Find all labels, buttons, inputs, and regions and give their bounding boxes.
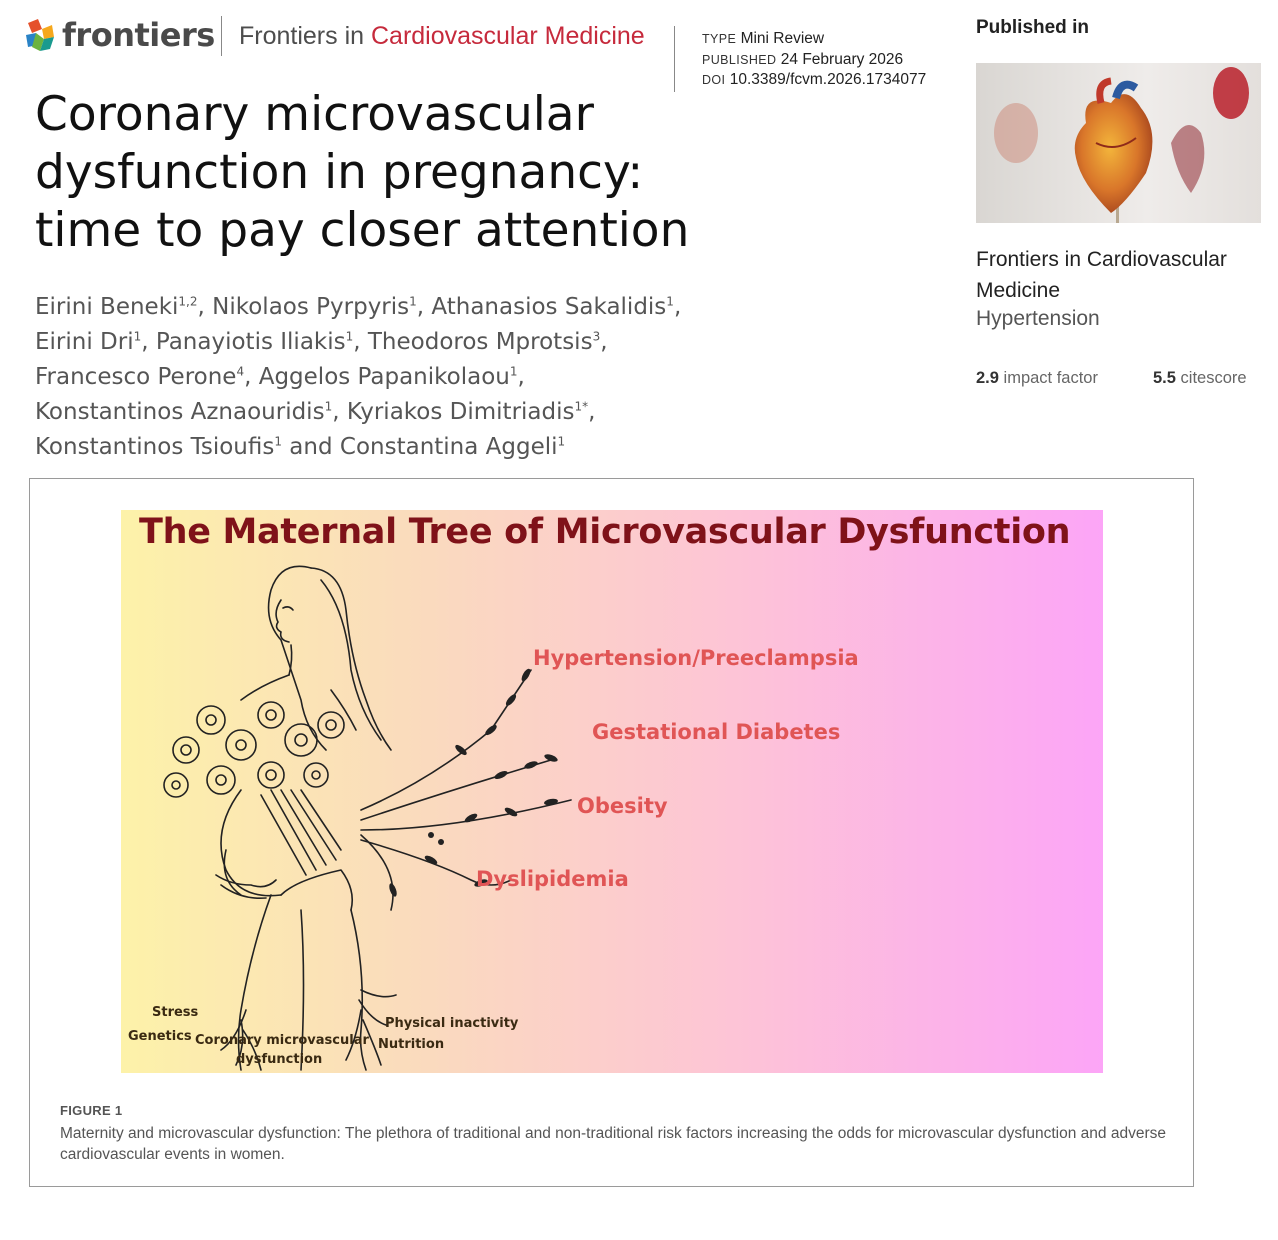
meta-type-label: TYPE	[702, 32, 737, 46]
author-affiliation: 1	[133, 329, 142, 344]
meta-doi	[702, 70, 926, 91]
risk-factor-branch: Obesity	[577, 794, 668, 818]
figure-graphic[interactable]	[121, 510, 1103, 1073]
frontiers-logo[interactable]	[24, 16, 215, 54]
author-name[interactable]: Athanasios Sakalidis	[431, 294, 667, 320]
author-separator: ,	[332, 399, 347, 425]
author-affiliation: 1	[557, 434, 566, 449]
author-line	[35, 430, 663, 465]
root-factor: Stress	[152, 1005, 199, 1020]
author-affiliation: 1*	[574, 399, 589, 414]
brand-divider	[221, 16, 222, 56]
author-separator: ,	[600, 329, 608, 355]
author-affiliation: 1,2	[178, 294, 198, 309]
author-name[interactable]: Francesco Perone	[35, 364, 237, 390]
published-in-label: Published in	[976, 17, 1089, 38]
impact-factor	[976, 369, 1098, 388]
author-affiliation: 1	[345, 329, 354, 344]
meta-doi-label: DOI	[702, 73, 726, 87]
citescore	[1153, 369, 1247, 388]
author-separator: ,	[353, 329, 368, 355]
author-name[interactable]: Eirini Beneki	[35, 294, 179, 320]
author-separator: ,	[588, 399, 596, 425]
author-name[interactable]: Constantina Aggeli	[339, 434, 558, 460]
author-name[interactable]: Aggelos Papanikolaou	[258, 364, 510, 390]
author-name[interactable]: Konstantinos Aznaouridis	[35, 399, 325, 425]
author-name[interactable]: Nikolaos Pyrpyris	[212, 294, 410, 320]
root-factor: Physical inactivity	[385, 1016, 519, 1031]
author-affiliation: 1	[509, 364, 518, 379]
journal-cover-image[interactable]	[976, 63, 1261, 223]
meta-published-label: PUBLISHED	[702, 52, 777, 67]
meta-divider	[674, 26, 675, 92]
sidebar-section[interactable]: Hypertension	[976, 307, 1100, 330]
risk-factor-branch: Gestational Diabetes	[592, 720, 841, 744]
root-factor: Nutrition	[378, 1037, 445, 1052]
journal-name[interactable]	[239, 22, 645, 51]
author-name[interactable]: Konstantinos Tsioufis	[35, 434, 275, 460]
root-center-line1: Coronary microvascular	[195, 1033, 369, 1048]
author-affiliation: 1	[409, 294, 417, 309]
journal-accent: Cardiovascular Medicine	[370, 22, 645, 50]
impact-factor-value: 2.9	[976, 369, 999, 387]
author-affiliation: 1	[324, 399, 333, 414]
logo-wordmark: frontiers	[62, 16, 215, 54]
article-meta	[702, 29, 926, 91]
impact-factor-label: impact factor	[1003, 369, 1098, 387]
author-separator: ,	[244, 364, 259, 390]
author-line	[35, 360, 663, 395]
author-affiliation: 4	[236, 364, 245, 379]
root-factor: Genetics	[128, 1029, 192, 1044]
author-separator: ,	[517, 364, 525, 390]
risk-factor-branch: Hypertension/Preeclampsia	[533, 646, 859, 670]
meta-published-value: 24 February 2026	[780, 50, 904, 68]
citescore-value: 5.5	[1153, 369, 1176, 387]
author-name[interactable]: Eirini Dri	[35, 329, 134, 355]
author-separator: and	[281, 434, 340, 460]
journal-prefix: Frontiers in	[239, 22, 371, 50]
title-line: dysfunction in pregnancy:	[35, 145, 644, 200]
figure-caption: Maternity and microvascular dysfunction: The plethora of traditional and non-traditional risk factors increasing the odds for microvascular dysfunction and adverse cardiovascular events in women.	[60, 1125, 1166, 1163]
author-line	[35, 290, 682, 325]
author-separator: ,	[673, 294, 682, 320]
article-title	[35, 86, 690, 260]
meta-type-value: Mini Review	[740, 30, 825, 47]
author-name[interactable]: Theodoros Mprotsis	[367, 329, 593, 355]
risk-factor-branch: Dyslipidemia	[476, 867, 629, 891]
meta-published	[702, 50, 926, 71]
figure-graphic-title: The Maternal Tree of Microvascular Dysfunction	[139, 512, 1071, 552]
sidebar-journal-name[interactable]: Frontiers in Cardiovascular Medicine	[976, 248, 1227, 302]
title-line: Coronary microvascular	[35, 87, 594, 142]
author-line	[35, 325, 663, 360]
meta-doi-value[interactable]: 10.3389/fcvm.2026.1734077	[729, 71, 927, 88]
pregnant-woman-drawing	[131, 550, 591, 1073]
author-affiliation: 3	[592, 329, 601, 344]
figure-label: FIGURE 1	[60, 1103, 123, 1118]
author-separator: ,	[416, 294, 432, 320]
frontiers-logo-icon	[24, 17, 56, 53]
title-line: time to pay closer attention	[35, 203, 690, 258]
heart-model-image	[976, 63, 1261, 223]
author-separator: ,	[197, 294, 213, 320]
citescore-label: citescore	[1180, 369, 1247, 387]
author-affiliation: 1	[666, 294, 674, 309]
author-list	[35, 290, 682, 465]
author-affiliation: 1	[274, 434, 282, 449]
author-name[interactable]: Panayiotis Iliakis	[155, 329, 346, 355]
author-separator: ,	[141, 329, 156, 355]
author-line	[35, 395, 663, 430]
meta-type	[702, 29, 926, 50]
author-name[interactable]: Kyriakos Dimitriadis	[346, 399, 575, 425]
root-center-line2: dysfunction	[236, 1052, 323, 1067]
